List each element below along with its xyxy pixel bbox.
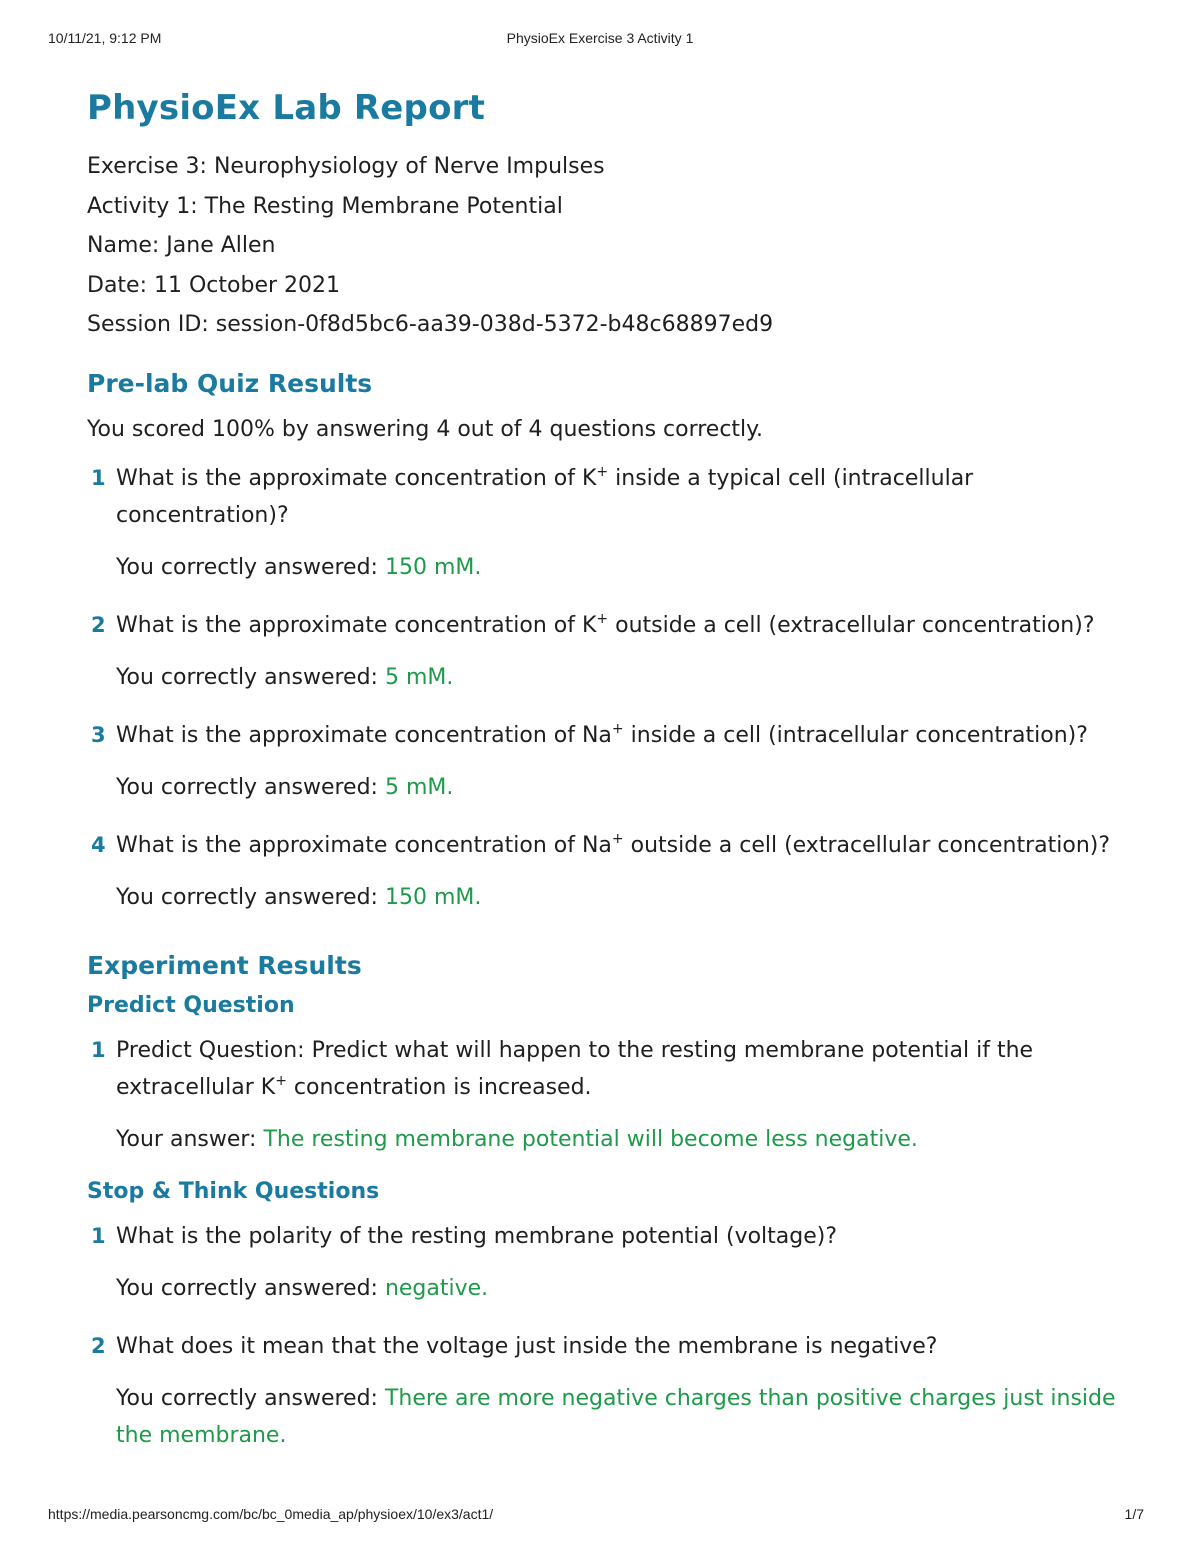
- print-header: [48, 30, 1152, 50]
- answer-value: 5 mM.: [384, 665, 454, 690]
- answer-value: 150 mM.: [384, 885, 482, 910]
- exercise-line: Exercise 3: Neurophysiology of Nerve Impulses: [87, 154, 605, 179]
- question-number: 1: [91, 1224, 106, 1248]
- prelab-question: [87, 827, 1127, 864]
- predict-answer: [87, 1121, 1127, 1158]
- question-text: What is the approximate concentration of K+ outside a cell (extracellular concentration)?: [116, 611, 1095, 638]
- answer-prefix: You correctly answered:: [116, 775, 385, 800]
- prelab-question: [87, 460, 1127, 534]
- activity-line: Activity 1: The Resting Membrane Potential: [87, 193, 563, 219]
- experiment-heading: Experiment Results: [87, 951, 362, 980]
- predict-question: [87, 1032, 1127, 1106]
- stop-think-question: [87, 1218, 1127, 1255]
- question-number: 1: [91, 1038, 106, 1062]
- predict-heading: Predict Question: [87, 993, 295, 1018]
- answer-prefix: You correctly answered:: [116, 1386, 385, 1411]
- date-line: Date: 11 October 2021: [87, 272, 340, 298]
- question-text: What is the approximate concentration of Na+ outside a cell (extracellular concentration)?: [116, 831, 1111, 858]
- stop-think-answer: [87, 1270, 1127, 1307]
- question-number: 2: [91, 613, 106, 637]
- print-url: https://media.pearsoncmg.com/bc/bc_0media_ap/physioex/10/ex3/act1/: [48, 1506, 494, 1522]
- question-text: What is the approximate concentration of K+ inside a typical cell (intracellular concentration)?: [116, 464, 974, 528]
- answer-value: The resting membrane potential will become less negative.: [263, 1127, 918, 1152]
- question-number: 3: [91, 723, 106, 747]
- question-text: What is the polarity of the resting membrane potential (voltage)?: [116, 1224, 838, 1249]
- question-text: What does it mean that the voltage just inside the membrane is negative?: [116, 1334, 938, 1359]
- question-text: Predict Question: Predict what will happen to the resting membrane potential if the extracellular K+ concentration is increased.: [116, 1038, 1034, 1100]
- stop-think-answer: [87, 1380, 1127, 1454]
- prelab-answer: [87, 659, 1127, 696]
- prelab-question: [87, 717, 1127, 754]
- print-page-number: 1/7: [1124, 1506, 1144, 1522]
- question-number: 1: [91, 466, 106, 490]
- session-line: Session ID: session-0f8d5bc6-aa39-038d-5372-b48c68897ed9: [87, 312, 774, 337]
- prelab-answer: [87, 549, 1127, 586]
- answer-value: 150 mM.: [384, 555, 482, 580]
- report-meta: [87, 154, 1127, 338]
- question-number: 2: [91, 1334, 106, 1358]
- question-text: What is the approximate concentration of Na+ inside a cell (intracellular concentration)?: [116, 721, 1088, 748]
- answer-value: negative.: [384, 1276, 489, 1301]
- print-datetime: 10/11/21, 9:12 PM: [48, 30, 162, 46]
- stop-think-question: [87, 1328, 1127, 1365]
- prelab-answer: [87, 879, 1127, 916]
- answer-prefix: You correctly answered:: [116, 1276, 385, 1301]
- prelab-heading: Pre-lab Quiz Results: [87, 369, 373, 398]
- answer-prefix: You correctly answered:: [116, 665, 385, 690]
- report-content: [87, 86, 1127, 1454]
- prelab-score: You scored 100% by answering 4 out of 4 questions correctly.: [87, 417, 764, 442]
- question-number: 4: [91, 833, 106, 857]
- answer-prefix: Your answer:: [116, 1127, 264, 1152]
- stop-think-heading: Stop & Think Questions: [87, 1179, 380, 1204]
- print-doc-title: PhysioEx Exercise 3 Activity 1: [506, 30, 694, 46]
- prelab-answer: [87, 769, 1127, 806]
- answer-value: There are more negative charges than positive charges just inside the membrane.: [116, 1386, 1116, 1448]
- answer-value: 5 mM.: [384, 775, 454, 800]
- answer-prefix: You correctly answered:: [116, 885, 385, 910]
- report-title: PhysioEx Lab Report: [87, 88, 486, 128]
- name-line: Name: Jane Allen: [87, 233, 276, 258]
- answer-prefix: You correctly answered:: [116, 555, 385, 580]
- prelab-question: [87, 607, 1127, 644]
- print-footer: [48, 1506, 1144, 1526]
